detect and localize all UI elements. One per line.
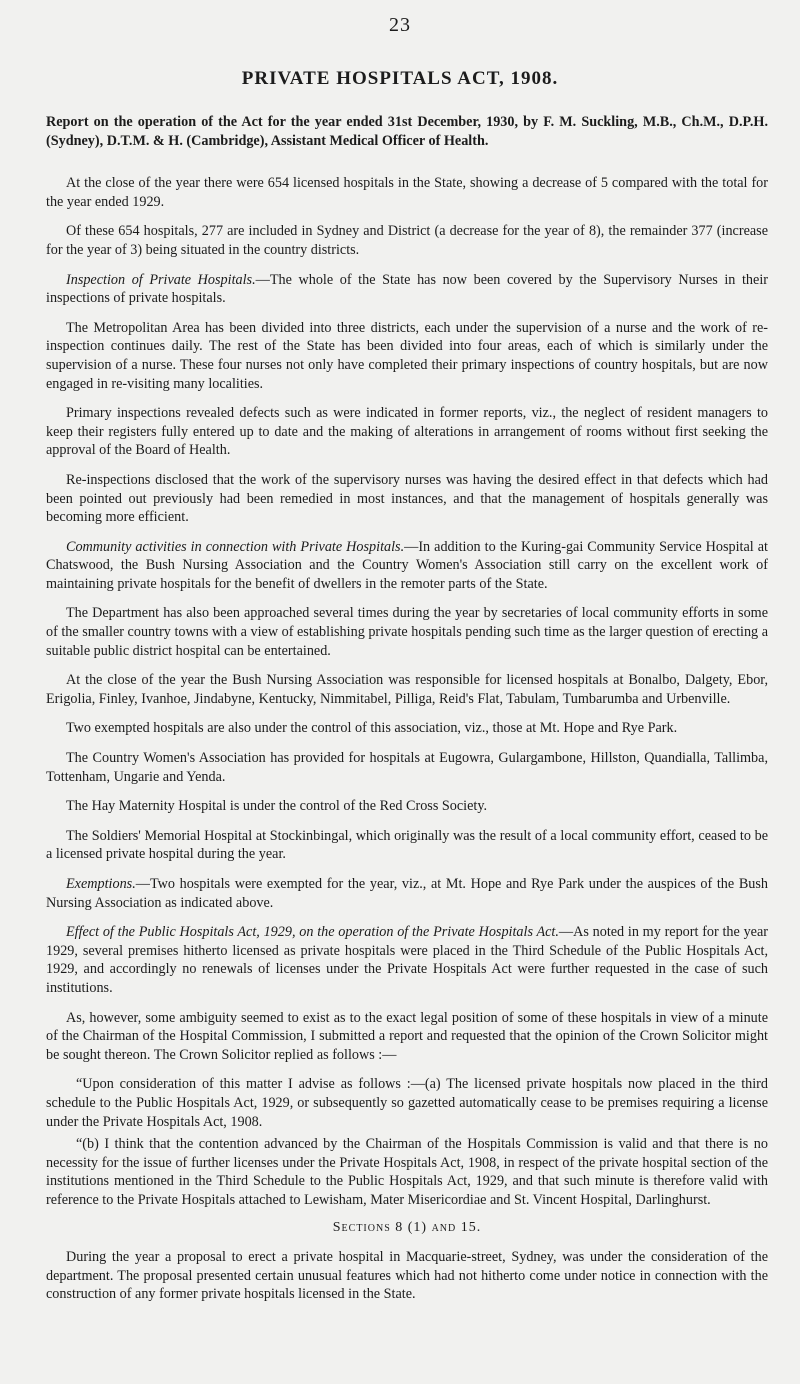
paragraph: Re-inspections disclosed that the work of the supervisory nurses was having the desired effect in that defects which had been pointed out previously had been remedied in most instances, and that the management of hospitals generally was becoming more efficient. xyxy=(46,471,768,526)
paragraph xyxy=(46,923,768,997)
paragraph-heading: Community activities in connection with Private Hospitals. xyxy=(66,538,405,555)
document-body xyxy=(46,113,768,1315)
paragraph: The Country Women's Association has provided for hospitals at Eugowra, Gulargambone, Hillston, Quandialla, Tallimba, Tottenham, Ungarie and Yenda. xyxy=(46,750,768,785)
paragraph-text: —Two hospitals were exempted for the year, viz., at Mt. Hope and Rye Park under the auspices of the Bush Nursing Association as indicated above. xyxy=(46,876,768,911)
paragraph-text: —The whole of the State has now been covered by the Supervisory Nurses in their inspections of private hospitals. xyxy=(46,271,768,307)
paragraph-heading: Inspection of Private Hospitals. xyxy=(66,271,256,288)
paragraph: The Soldiers' Memorial Hospital at Stockinbingal, which originally was the result of a local community effort, ceased to be a licensed private hospital during the year. xyxy=(46,827,768,863)
page-number: 23 xyxy=(389,14,411,36)
paragraph-heading: Effect of the Public Hospitals Act, 1929, on the operation of the Private Hospitals Act. xyxy=(66,924,559,941)
paragraph: At the close of the year the Bush Nursing Association was responsible for licensed hospitals at Bonalbo, Dalgety, Ebor, Erigolia, Finley, Ivanhoe, Jindabyne, Kentucky, Nimmitabel, Pilliga, Reid's Flat, Tabulam, Tumbarumba and Urbenville. xyxy=(46,672,768,707)
paragraph-heading: Exemptions. xyxy=(66,876,136,892)
section-heading: Sections 8 (1) and 15. xyxy=(332,1219,482,1235)
paragraph xyxy=(46,875,768,912)
paragraph: At the close of the year there were 654 licensed hospitals in the State, showing a decrease of 5 compared with the total for the year ended 1929. xyxy=(46,175,768,210)
paragraph: As, however, some ambiguity seemed to exist as to the exact legal position of some of these hospitals in view of a minute of the Chairman of the Hospital Commission, I submitted a report and requested that the opinion of the Crown Solicitor might be sought thereon. The Crown Solicitor replied as follows :— xyxy=(46,1009,768,1063)
paragraph xyxy=(46,538,768,594)
paragraph: During the year a proposal to erect a private hospital in Macquarie-street, Sydney, was under the consideration of the department. The proposal presented certain unusual features which had not hitherto come under notice in connection with the construction of any former private hospitals licensed in the State. xyxy=(46,1249,768,1303)
paragraph xyxy=(46,271,768,308)
quoted-paragraph: “Upon consideration of this matter I advise as follows :—(a) The licensed private hospitals now placed in the third schedule to the Public Hospitals Act, 1929, or subsequently so gazetted automatically cease to be premises requiring a license under the Private Hospitals Act, 1908. xyxy=(46,1076,768,1130)
paragraph: The Metropolitan Area has been divided into three districts, each under the supervision of a nurse and the work of re-inspection continues daily. The rest of the State has been divided into four areas, each of which is similarly under the supervision of a nurse. These four nurses not only have completed their primary inspections of country hospitals, but are now engaged in re-visiting many localities. xyxy=(46,319,768,392)
paragraph: Primary inspections revealed defects such as were indicated in former reports, viz., the neglect of resident managers to keep their registers fully entered up to date and the making of alterations in arrangement of rooms without first seeking the approval of the Board of Health. xyxy=(46,405,768,459)
paragraph: Of these 654 hospitals, 277 are included in Sydney and District (a decrease for the year of 8), the remainder 377 (increase for the year of 3) being situated in the country districts. xyxy=(46,223,768,258)
paragraph: The Department has also been approached several times during the year by secretaries of local community efforts in some of the smaller country towns with a view of establishing private hospitals pending such time as the larger question of erecting a suitable public district hospital can be entertained. xyxy=(46,605,768,659)
paragraph-text: —As noted in my report for the year 1929, several premises hitherto licensed as private hospitals were placed in the Third Schedule of the Public Hospitals Act, 1929, and accordingly no renewals of licenses under the Private Hospitals Act were further requested in the case of such institutions. xyxy=(46,924,768,996)
page-title: PRIVATE HOSPITALS ACT, 1908. xyxy=(241,68,559,89)
paragraph: Two exempted hospitals are also under the control of this association, viz., those at Mt. Hope and Rye Park. xyxy=(66,720,678,737)
report-intro: Report on the operation of the Act for the year ended 31st December, 1930, by F. M. Suckling, M.B., Ch.M., D.P.H. (Sydney), D.T.M. & H. (Cambridge), Assistant Medical Officer of Health. xyxy=(46,114,768,149)
quoted-paragraph: “(b) I think that the contention advanced by the Chairman of the Hospitals Commission is valid and that there is no necessity for the issue of further licenses under the Private Hospitals Act, 1908, in respect of the private hospital section of the institutions mentioned in the Third Schedule to the Public Hospitals Act, 1929, and that such minute is therefore valid with reference to the Private Hospitals attached to Lewisham, Mater Misericordiae and St. Vincent Hospital, Darlinghurst. xyxy=(46,1136,768,1208)
paragraph-text: —In addition to the Kuring-gai Community Service Hospital at Chatswood, the Bush Nursing Association and the Country Women's Association still carry on the excellent work of maintaining private hospitals for the benefit of dwellers in the remoter parts of the State. xyxy=(46,538,768,592)
paragraph: The Hay Maternity Hospital is under the control of the Red Cross Society. xyxy=(66,798,488,815)
